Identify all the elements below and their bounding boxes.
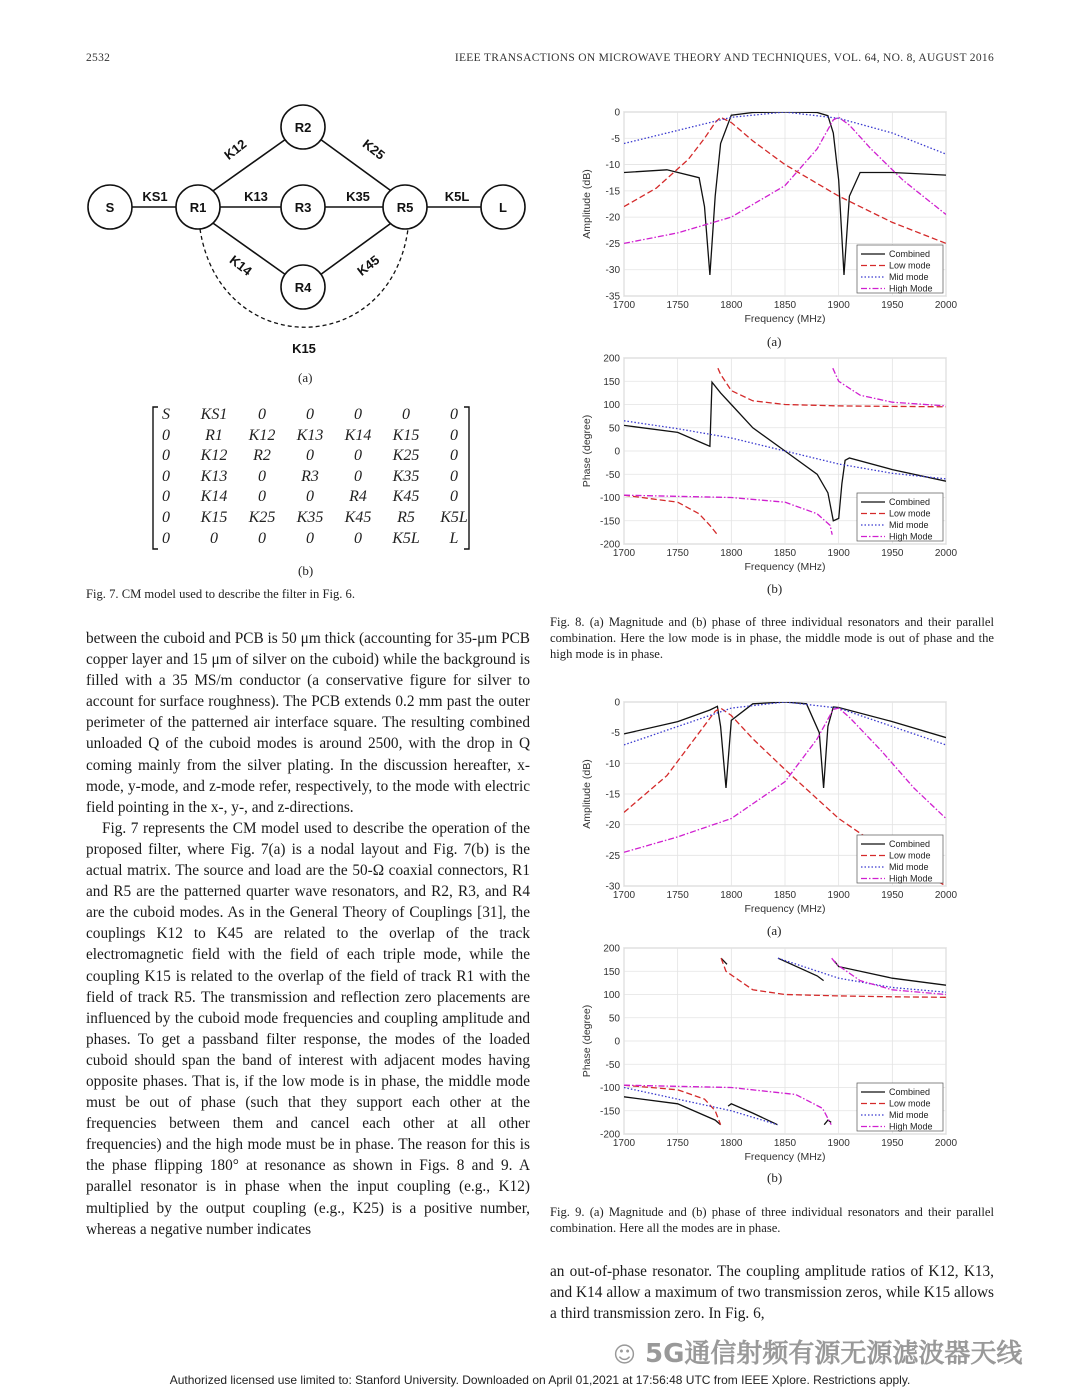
matrix-cell: K13: [296, 426, 324, 444]
y-tick-label: -10: [605, 758, 620, 770]
matrix-cell: K13: [200, 467, 228, 485]
matrix-cell: K15: [200, 509, 228, 526]
legend-entry: Low mode: [889, 1098, 931, 1109]
legend-entry: Low mode: [889, 850, 931, 861]
matrix-cell: R5: [397, 509, 415, 526]
legend-entry: Mid mode: [889, 1110, 929, 1120]
matrix-cell: 0: [450, 426, 458, 444]
legend-entry: High Mode: [889, 531, 933, 542]
fig7-caption: Fig. 7. CM model used to describe the filter in Fig. 6.: [86, 587, 355, 601]
y-tick-label: -5: [611, 728, 620, 740]
matrix-cell: 0: [450, 406, 458, 423]
matrix-cell: K35: [296, 509, 324, 526]
matrix-cell: 0: [258, 529, 266, 547]
coupling-label-k13: K13: [244, 189, 268, 204]
paragraph-1: between the cuboid and PCB is 50 μm thick (accounting for 35-μm PCB copper layer and 15 μm of silver on the cuboid) while the background is filled with a 35 MS/m conductor (a conservative figure for silver to account for surface roughness). The PCB extends 0.2 mm past the outer perimeter of the patterned air interface square. The resulting combined unloaded Q of the cuboid modes is around 2500, with the drop in Q coming mainly from the silver plating. In the discussion hereafter, x-mode, y-mode, and z-mode refer, respectively, to the mode with electric field pointing in the x-, y-, and z-directions.: [86, 630, 530, 816]
matrix-cell: 0: [210, 529, 218, 547]
fig9a-amplitude-plot: [572, 690, 982, 922]
license-footer: Authorized licensed use limited to: Stanford University. Downloaded on April 01,2021 at 17:56:48 UTC from IEEE Xplore. Restrictions apply.: [169, 1373, 911, 1387]
fig8-sub-a: (a): [767, 334, 782, 349]
matrix-cell: K14: [200, 488, 228, 506]
matrix-cell: K5L: [440, 509, 468, 526]
y-tick-label: 150: [603, 966, 620, 978]
matrix-cell: 0: [354, 406, 362, 423]
y-tick-label: 100: [603, 990, 620, 1001]
matrix-cell: KS1: [200, 406, 228, 423]
matrix-cell: K12: [248, 426, 276, 444]
watermark-text: 5G通信射频有源无源滤波器天线: [645, 1339, 1023, 1369]
fig7-sub-a: (a): [298, 370, 313, 385]
x-tick-label: 1750: [666, 1138, 689, 1149]
y-tick-label: -30: [605, 265, 620, 277]
x-tick-label: 1850: [773, 548, 797, 559]
y-tick-label: -150: [599, 1106, 620, 1118]
y-tick-label: -15: [605, 789, 620, 801]
x-tick-label: 1700: [612, 548, 636, 559]
y-tick-label: -20: [605, 820, 620, 832]
matrix-cell: 0: [306, 406, 314, 423]
matrix-cell: 0: [258, 406, 266, 423]
coupling-label-ks1: KS1: [142, 189, 168, 204]
legend-entry: Mid mode: [889, 520, 929, 530]
body-right-column: [550, 1261, 994, 1324]
matrix-cell: 0: [162, 509, 170, 526]
x-tick-label: 1900: [827, 890, 850, 901]
x-tick-label: 2000: [934, 890, 958, 901]
legend-entry: High Mode: [889, 1121, 933, 1132]
x-tick-label: 1700: [612, 1138, 636, 1149]
matrix-cell: 0: [162, 447, 170, 465]
paragraph-3: an out-of-phase resonator. The coupling amplitude ratios of K12, K13, and K14 allow a maximum of two transmission zeros, while K15 allows a third transmission zero. In Fig. 6,: [550, 1263, 994, 1323]
x-axis-label: Frequency (MHz): [744, 561, 826, 573]
x-axis-label: Frequency (MHz): [744, 313, 826, 325]
matrix-cell: K45: [344, 509, 372, 526]
y-axis-label: Amplitude (dB): [581, 759, 593, 829]
fig8a-amplitude-plot: [572, 100, 982, 332]
matrix-cell: K5L: [392, 529, 420, 547]
page-number: 2532: [86, 52, 111, 64]
y-tick-label: 200: [603, 353, 620, 365]
x-tick-label: 1950: [881, 1138, 904, 1149]
y-tick-label: -15: [605, 186, 620, 198]
coupling-label-k12: K12: [221, 136, 250, 163]
x-tick-label: 1900: [827, 300, 850, 311]
matrix-cell: R3: [301, 467, 319, 485]
matrix-cell: 0: [258, 467, 266, 485]
journal-header: IEEE TRANSACTIONS ON MICROWAVE THEORY AND TECHNIQUES, VOL. 64, NO. 8, AUGUST 2016: [454, 52, 994, 64]
legend-entry: Combined: [889, 249, 931, 259]
x-tick-label: 2000: [934, 548, 958, 559]
y-tick-label: -25: [605, 850, 620, 862]
legend-entry: High Mode: [889, 283, 933, 294]
fig8-sub-b: (b): [767, 581, 783, 596]
x-tick-label: 1850: [773, 300, 797, 311]
matrix-cell: 0: [306, 447, 314, 465]
matrix-cell: K25: [392, 447, 420, 465]
y-tick-label: -150: [599, 516, 620, 528]
y-tick-label: 0: [614, 1036, 620, 1048]
y-tick-label: -5: [611, 133, 620, 145]
node-label-s: S: [105, 200, 115, 215]
watermark: [613, 1333, 1022, 1370]
y-tick-label: -10: [605, 160, 620, 172]
y-tick-label: 200: [603, 943, 620, 955]
legend-entry: Low mode: [889, 260, 931, 271]
matrix-cell: 0: [354, 447, 362, 465]
y-tick-label: -50: [605, 469, 620, 481]
legend-entry: Combined: [889, 1087, 931, 1097]
y-axis-label: Phase (degree): [581, 414, 593, 488]
fig9-sub-a: (a): [767, 923, 782, 938]
body-left-column: [86, 628, 530, 1240]
x-tick-label: 1850: [773, 1138, 797, 1149]
legend-entry: Low mode: [889, 508, 931, 519]
matrix-cell: 0: [450, 488, 458, 506]
y-tick-label: 50: [608, 423, 620, 435]
fig8-caption: Fig. 8. (a) Magnitude and (b) phase of three individual resonators and their parallel combination. Here the low mode is in phase, the middle mode is out of phase and the high mode is in phase.: [550, 615, 994, 661]
y-tick-label: -200: [599, 1129, 620, 1141]
x-tick-label: 1750: [666, 890, 689, 901]
fig7-sub-b: (b): [298, 563, 314, 578]
y-tick-label: 0: [614, 107, 620, 119]
x-tick-label: 1950: [881, 300, 904, 311]
matrix-cell: K15: [392, 426, 420, 444]
x-tick-label: 1800: [720, 890, 743, 901]
x-tick-label: 1750: [666, 300, 689, 311]
y-tick-label: -20: [605, 212, 620, 224]
node-label-r3: R3: [294, 200, 312, 215]
node-label-r4: R4: [294, 280, 312, 295]
x-tick-label: 1850: [773, 890, 797, 901]
matrix-cell: 0: [162, 467, 170, 485]
x-tick-label: 2000: [934, 300, 958, 311]
matrix-cell: K14: [344, 426, 372, 444]
coupling-label-k15: K15: [292, 341, 316, 356]
x-tick-label: 1800: [720, 1138, 743, 1149]
y-tick-label: 0: [614, 446, 620, 458]
y-tick-label: -35: [605, 291, 620, 303]
x-axis-label: Frequency (MHz): [744, 903, 826, 915]
x-tick-label: 1900: [827, 1138, 850, 1149]
coupling-label-k35: K35: [346, 189, 370, 204]
node-label-r5: R5: [396, 200, 414, 215]
matrix-cell: R2: [253, 447, 271, 465]
matrix-cell: R1: [205, 426, 223, 444]
legend-entry: Mid mode: [889, 272, 929, 282]
y-tick-label: -30: [605, 881, 620, 893]
y-axis-label: Amplitude (dB): [581, 169, 593, 239]
x-tick-label: 1900: [827, 548, 850, 559]
y-tick-label: 100: [603, 400, 620, 411]
fig7a-nodal-diagram: [80, 95, 540, 370]
matrix-cell: K35: [392, 467, 420, 485]
legend-entry: High Mode: [889, 873, 933, 884]
matrix-cell: S: [162, 406, 170, 423]
x-tick-label: 1950: [881, 548, 904, 559]
matrix-cell: L: [449, 529, 459, 547]
x-tick-label: 1800: [720, 548, 743, 559]
coupling-label-k25: K25: [359, 136, 388, 163]
x-tick-label: 1700: [612, 300, 636, 311]
y-tick-label: 50: [608, 1013, 620, 1025]
y-tick-label: 0: [614, 697, 620, 709]
y-tick-label: 150: [603, 376, 620, 388]
x-axis-label: Frequency (MHz): [744, 1151, 826, 1163]
coupling-label-k14: K14: [226, 252, 255, 279]
x-tick-label: 2000: [934, 1138, 958, 1149]
matrix-cell: 0: [354, 467, 362, 485]
fig9-caption: Fig. 9. (a) Magnitude and (b) phase of three individual resonators and their parallel combination. Here all the modes are in phase.: [550, 1205, 994, 1235]
wechat-icon: ☺: [613, 1343, 636, 1368]
fig9-sub-b: (b): [767, 1170, 783, 1185]
y-tick-label: -200: [599, 539, 620, 551]
node-label-l: L: [499, 200, 507, 215]
matrix-cell: 0: [258, 488, 266, 506]
matrix-cell: 0: [162, 426, 170, 444]
matrix-cell: R4: [349, 488, 367, 506]
node-label-r1: R1: [189, 200, 207, 215]
fig9b-phase-plot: [572, 936, 982, 1170]
y-tick-label: -25: [605, 238, 620, 250]
legend-entry: Combined: [889, 839, 931, 849]
matrix-cell: K45: [392, 488, 420, 506]
x-tick-label: 1700: [612, 890, 636, 901]
matrix-cell: 0: [450, 467, 458, 485]
coupling-label-k45: K45: [354, 252, 383, 279]
coupling-label-k5l: K5L: [444, 189, 470, 204]
matrix-cell: K12: [200, 447, 228, 465]
y-tick-label: -50: [605, 1059, 620, 1071]
fig7b-matrix: [150, 404, 480, 552]
matrix-cell: 0: [450, 447, 458, 465]
y-axis-label: Phase (degree): [581, 1004, 593, 1078]
matrix-cell: 0: [354, 529, 362, 547]
legend-entry: Mid mode: [889, 862, 929, 872]
matrix-cell: 0: [402, 406, 410, 423]
fig8b-phase-plot: [572, 346, 982, 580]
y-tick-label: -100: [599, 1083, 620, 1094]
y-tick-label: -100: [599, 493, 620, 504]
x-tick-label: 1750: [666, 548, 689, 559]
x-tick-label: 1950: [881, 890, 904, 901]
matrix-cell: 0: [306, 529, 314, 547]
matrix-cell: K25: [248, 509, 276, 526]
matrix-cell: 0: [306, 488, 314, 506]
matrix-cell: 0: [162, 529, 170, 547]
paragraph-2: Fig. 7 represents the CM model used to describe the operation of the proposed filter, where Fig. 7(a) is a nodal layout and Fig. 7(b) is the actual matrix. The source and load are the 50-Ω coaxial connectors, R1 and R5 are the patterned quarter wave resonators, and R2, R3, and R4 are the cuboid modes. As in the General Theory of Couplings [31], the couplings K12 to K45 are related to the overlap of the track electromagnetic field with the field of each triple mode, while the coupling K15 is related to the overlap of the field of track R1 with the field of track R5. The transmission and reflection zero placements are influenced by the cuboid mode frequencies and coupling amplitude and phases. To get a passband filter response, the modes of the loaded cuboid should span the band of interest with adjacent modes having opposite phases. That is, if the low mode is in phase, the middle mode must be out of phase (such that they support each other at the frequencies between them and cancel each other at all other frequencies) and the high mode must be in phase. The reason for this is the phase flipping 180° at resonance as shown in Figs. 8 and 9. A parallel resonator is in phase when the input coupling (e.g., K12) multiplied by the output coupling (e.g., K25) is a positive number, whereas a negative number indicates: [86, 819, 530, 1238]
x-tick-label: 1800: [720, 300, 743, 311]
legend-entry: Combined: [889, 497, 931, 507]
node-label-r2: R2: [294, 120, 312, 135]
matrix-cell: 0: [162, 488, 170, 506]
